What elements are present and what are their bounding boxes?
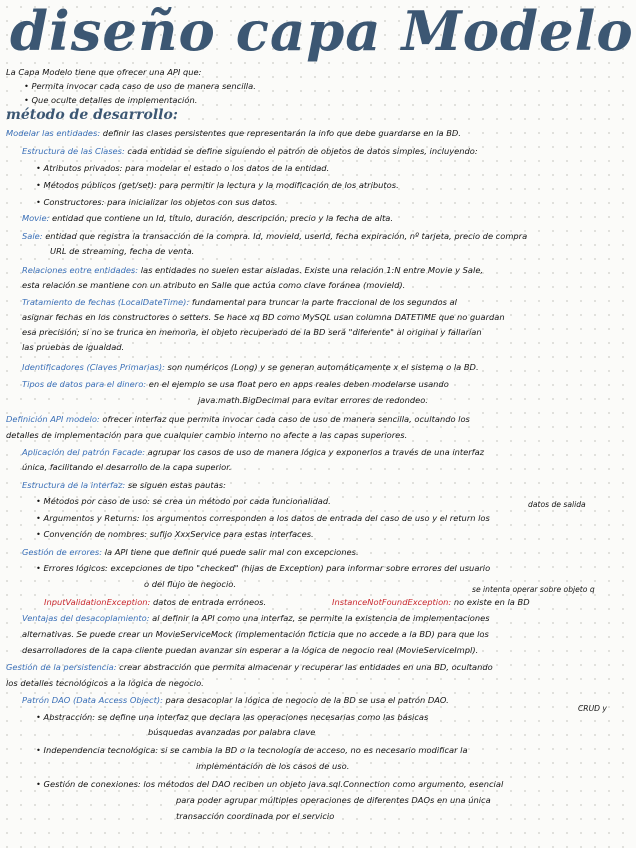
tipos-dinero-line [22, 378, 449, 390]
clases-bullet: • Constructores: para inicializar los objetos con sus datos. [36, 197, 278, 207]
conexiones-continuation: transacción coordinada por el servicio [176, 811, 335, 821]
side-note-objeto: se intenta operar sobre objeto q [472, 585, 595, 594]
ventajas-continuation: alternativas. Se puede crear un MovieServiceMock (implementación ficticia que no accede a la BD) para que los [22, 629, 489, 639]
side-note-crud: CRUD y [578, 704, 607, 713]
errores-logicos-continuation: o del flujo de negocio. [144, 579, 236, 589]
fechas-continuation: las pruebas de igualdad. [22, 342, 125, 352]
exception-input [44, 596, 266, 608]
fechas-continuation: asignar fechas en los constructores o setters. Se hace xq BD como MySQL usan columna DATETIME que no guardan [22, 312, 505, 322]
dao-line [22, 694, 449, 706]
abstraccion-continuation: búsquedas avanzadas por palabra clave [148, 727, 316, 737]
section-heading-metodo: método de desarrollo: [6, 107, 178, 123]
tipos-dinero-text: en el ejemplo se usa float pero en apps reales deben modelarse usando [148, 379, 449, 389]
estructura-clases-line [22, 145, 478, 157]
gestion-persistencia-text: crear abstracción que permita almacenar y recuperar las entidades en una BD, ocultando [119, 662, 493, 672]
relaciones-text: las entidades no suelen estar aisladas. Existe una relación 1:N entre Movie y Sale, [140, 265, 484, 275]
definicion-api-text: ofrecer interfaz que permita invocar cada caso de uso de manera sencilla, ocultando los [102, 414, 470, 424]
estructura-interfaz-keyword: Estructura de la interfaz: [22, 480, 126, 490]
modelar-text: definir las clases persistentes que representarán la info que debe guardarse en la BD. [102, 128, 461, 138]
gestion-errores-line [22, 546, 359, 558]
page-title: diseño capa Modelo [10, 0, 634, 63]
estructura-interfaz-text: se siguen estas pautas: [127, 480, 226, 490]
gestion-persistencia-line [6, 661, 493, 673]
conexiones-continuation: para poder agrupar múltiples operaciones de diferentes DAOs en una única [176, 795, 491, 805]
exception-instance-name: InstanceNotFoundException: [332, 597, 452, 607]
identificadores-text: son numéricos (Long) y se generan automáticamente x el sistema o la BD. [167, 362, 479, 372]
tipos-dinero-keyword: Tipos de datos para el dinero: [22, 379, 147, 389]
independencia-continuation: implementación de los casos de uso. [196, 761, 350, 771]
fechas-continuation: esa precisión; si no se trunca en memoria, el objeto recuperado de la BD será "diferente" al original y fallarían [22, 327, 482, 337]
exception-instance-text: no existe en la BD [453, 597, 530, 607]
relaciones-line [22, 264, 483, 276]
ventajas-continuation: desarrolladores de la capa cliente puedan avanzar sin esperar a la lógica de negocio real (MovieServiceImpl). [22, 645, 479, 655]
modelar-line [6, 127, 461, 139]
tipos-dinero-continuation: java.math.BigDecimal para evitar errores de redondeo. [198, 395, 428, 405]
clases-bullet: • Métodos públicos (get/set): para permitir la lectura y la modificación de los atributos. [36, 180, 399, 190]
intro-bullet: • Que oculte detalles de implementación. [24, 95, 198, 105]
interfaz-bullet: • Argumentos y Returns: los argumentos corresponden a los datos de entrada del caso de uso y el return los [36, 513, 490, 523]
abstraccion-bullet: • Abstracción: se define una interfaz que declara las operaciones necesarias como las básicas [36, 712, 429, 722]
movie-keyword: Movie: [22, 213, 50, 223]
modelar-keyword: Modelar las entidades: [6, 128, 101, 138]
estructura-clases-keyword: Estructura de las Clases: [22, 146, 125, 156]
sale-line [22, 230, 527, 242]
movie-line [22, 212, 393, 224]
gestion-persistencia-continuation: los detalles tecnológicos a la lógica de negocio. [6, 678, 204, 688]
independencia-bullet: • Independencia tecnológica: si se cambia la BD o la tecnología de acceso, no es necesario modificar la [36, 745, 468, 755]
exception-instance [332, 596, 530, 608]
fechas-keyword: Tratamiento de fechas (LocalDateTime): [22, 297, 190, 307]
conexiones-bullet: • Gestión de conexiones: los métodos del DAO reciben un objeto java.sql.Connection como argumento, esencial [36, 779, 504, 789]
ventajas-text: al definir la API como una interfaz, se permite la existencia de implementaciones [152, 613, 490, 623]
sale-continuation: URL de streaming, fecha de venta. [50, 246, 195, 256]
definicion-api-keyword: Definición API modelo: [6, 414, 100, 424]
exception-input-name: InputValidationException: [44, 597, 151, 607]
gestion-errores-keyword: Gestión de errores: [22, 547, 103, 557]
clases-bullet: • Atributos privados: para modelar el estado o los datos de la entidad. [36, 163, 330, 173]
facade-text: agrupar los casos de uso de manera lógica y exponerlos a través de una interfaz [147, 447, 485, 457]
fechas-line [22, 296, 457, 308]
identificadores-line [22, 361, 479, 373]
sale-keyword: Sale: [22, 231, 43, 241]
facade-keyword: Aplicación del patrón Facade: [22, 447, 146, 457]
interfaz-bullet: • Métodos por caso de uso: se crea un método por cada funcionalidad. [36, 496, 331, 506]
estructura-interfaz-line [22, 479, 226, 491]
gestion-errores-text: la API tiene que definir qué puede salir mal con excepciones. [104, 547, 359, 557]
errores-logicos-bullet: • Errores lógicos: excepciones de tipo "checked" (hijas de Exception) para informar sobre errores del usuario [36, 563, 491, 573]
estructura-clases-text: cada entidad se define siguiendo el patrón de objetos de datos simples, incluyendo: [127, 146, 478, 156]
dao-text: para desacoplar la lógica de negocio de la BD se usa el patrón DAO. [165, 695, 449, 705]
interfaz-bullet: • Convención de nombres: sufijo XxxService para estas interfaces. [36, 529, 314, 539]
identificadores-keyword: Identificadores (Claves Primarias): [22, 362, 165, 372]
intro-bullet: • Permita invocar cada caso de uso de manera sencilla. [24, 81, 256, 91]
movie-text: entidad que contiene un Id, título, duración, descripción, precio y la fecha de alta. [52, 213, 393, 223]
dao-keyword: Patrón DAO (Data Access Object): [22, 695, 163, 705]
side-note-salida: datos de salida [528, 500, 586, 509]
exception-input-text: datos de entrada erróneos. [152, 597, 267, 607]
facade-continuation: única, facilitando el desarrollo de la capa superior. [22, 462, 232, 472]
intro-line: La Capa Modelo tiene que ofrecer una API que: [6, 67, 202, 77]
ventajas-keyword: Ventajas del desacoplamiento: [22, 613, 150, 623]
relaciones-keyword: Relaciones entre entidades: [22, 265, 139, 275]
relaciones-continuation: esta relación se mantiene con un atributo en Salle que actúa como clave foránea (movieId). [22, 280, 406, 290]
gestion-persistencia-keyword: Gestión de la persistencia: [6, 662, 117, 672]
ventajas-line [22, 612, 490, 624]
definicion-api-continuation: detalles de implementación para que cualquier cambio interno no afecte a las capas superiores. [6, 430, 408, 440]
sale-text: entidad que registra la transacción de la compra. Id, movieId, userId, fecha expiración, nº tarjeta, precio de compra [45, 231, 528, 241]
facade-line [22, 446, 484, 458]
fechas-text: fundamental para truncar la parte fraccional de los segundos al [191, 297, 457, 307]
definicion-api-line [6, 413, 470, 425]
